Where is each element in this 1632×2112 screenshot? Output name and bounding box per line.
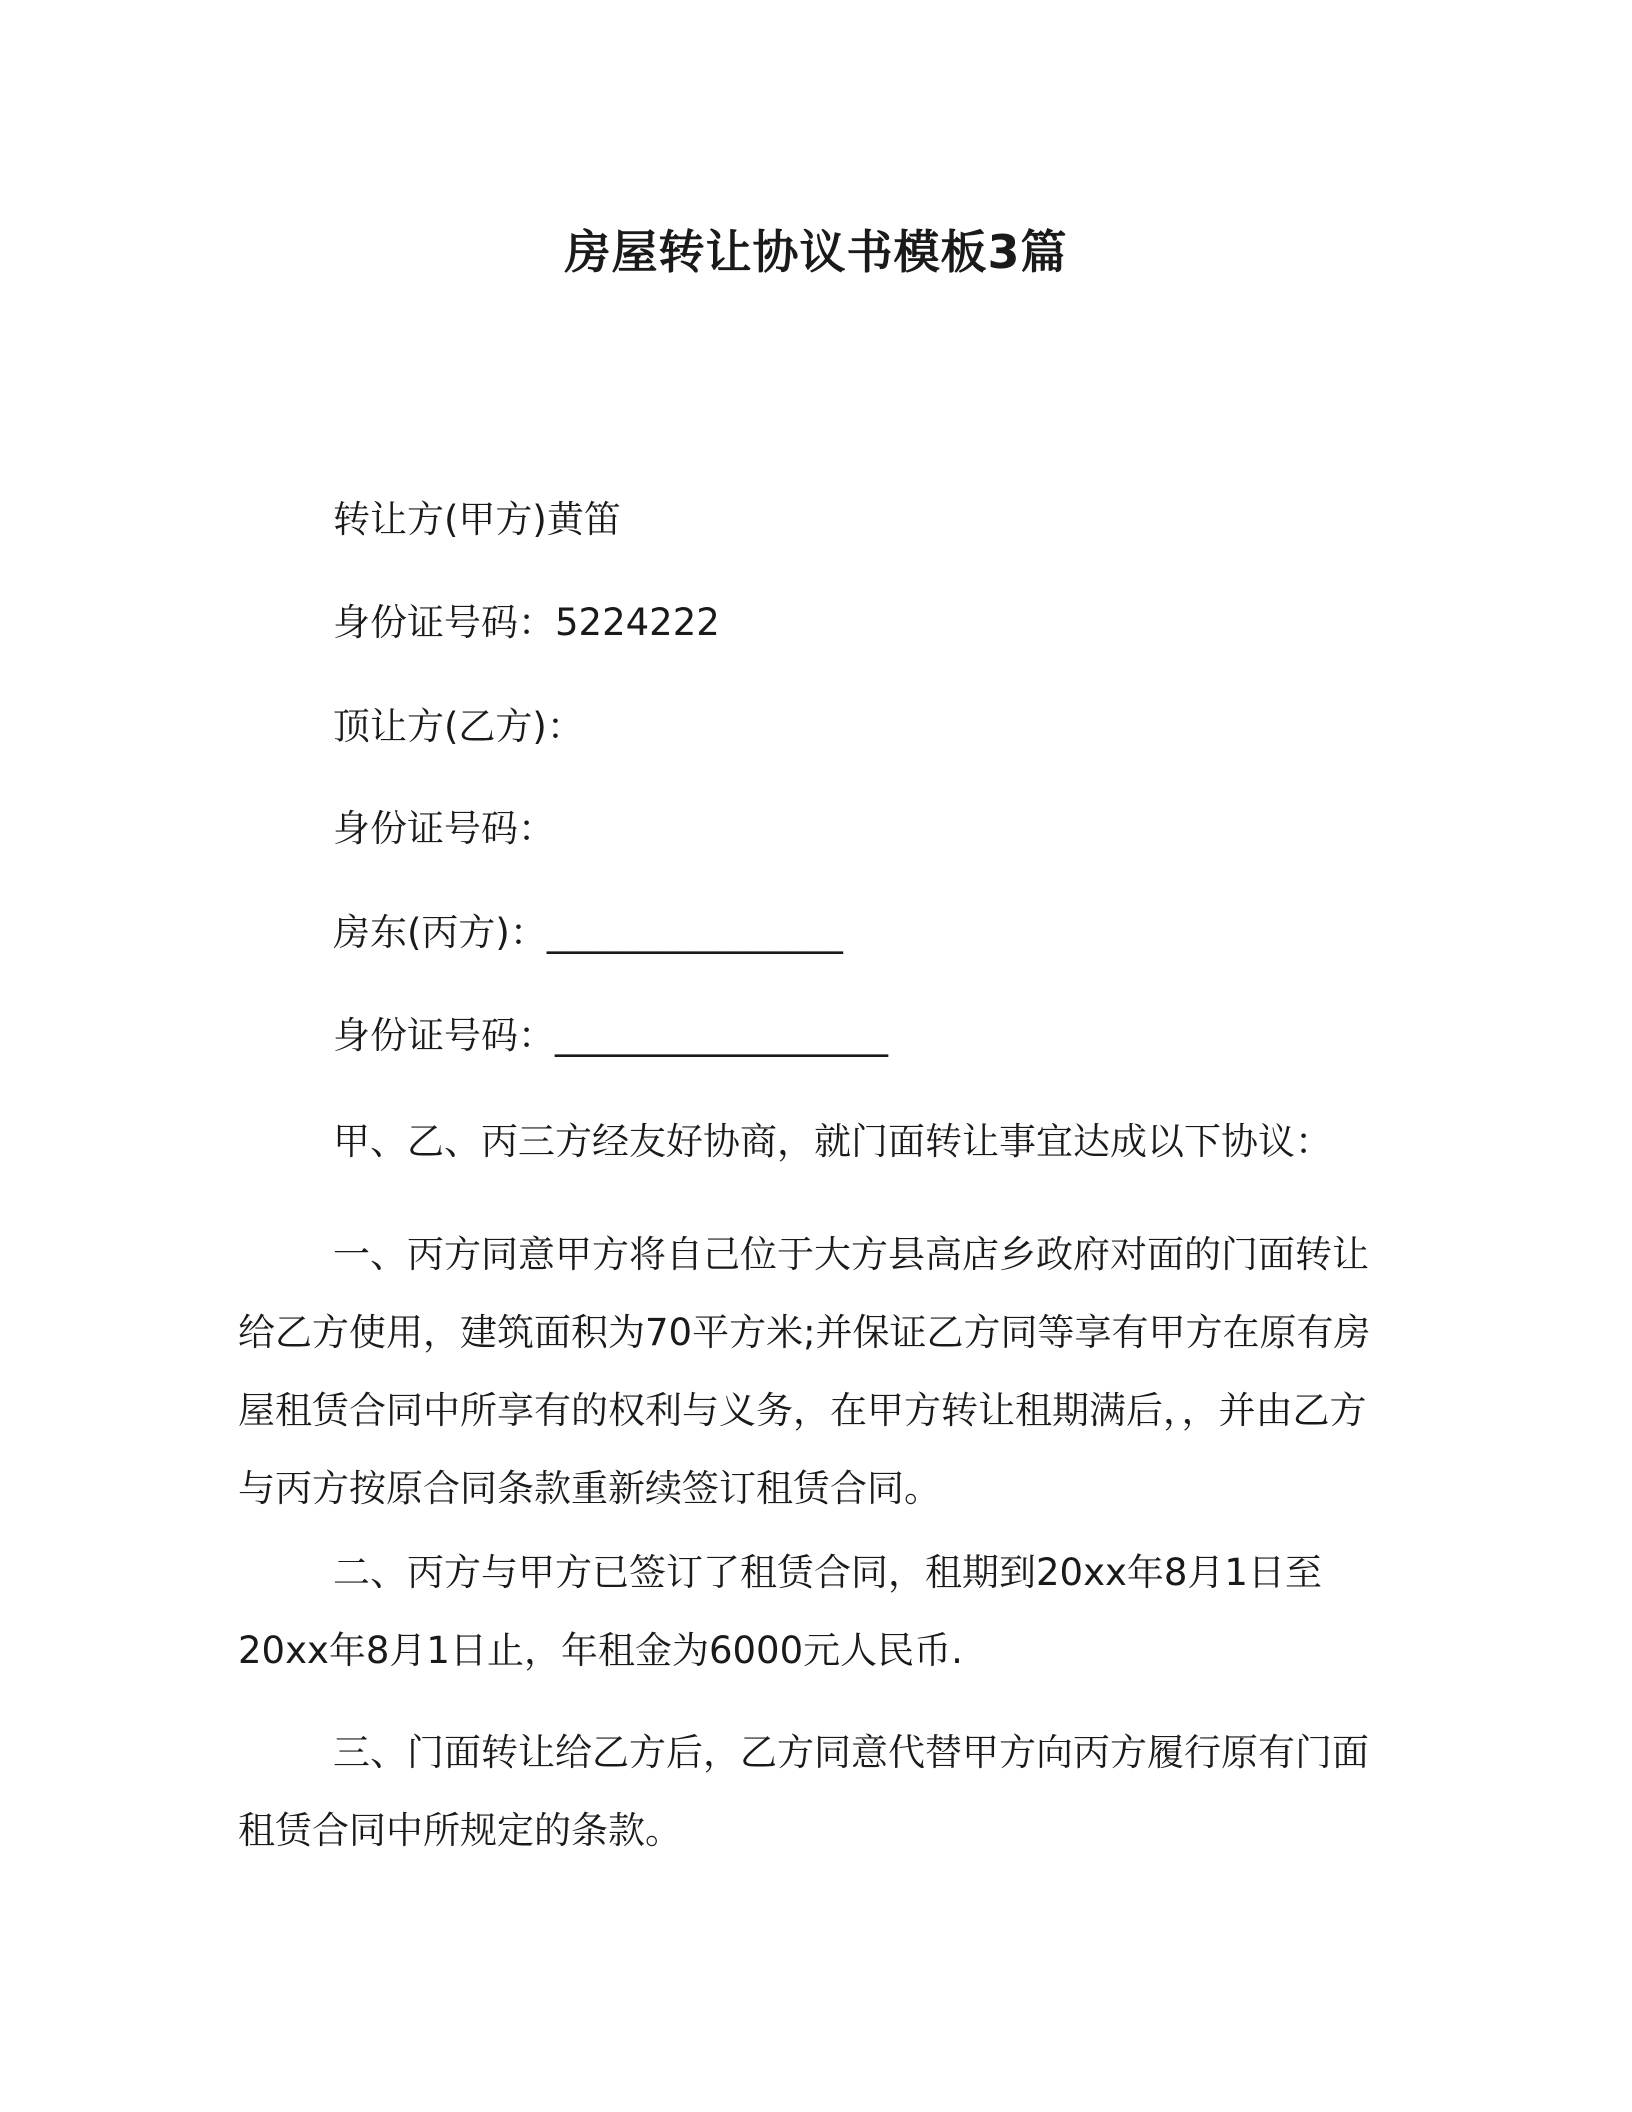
landlord-id-field: 身份证号码：__________________ (333, 1014, 888, 1057)
clause-one (238, 1216, 1380, 1528)
agreement-intro-text: 甲、乙、丙三方经友好协商，就门面转让事宜达成以下协议： (333, 1120, 1332, 1163)
transferor-field: 转让方(甲方)黄笛 (333, 498, 621, 541)
clause-three-text: 三、门面转让给乙方后，乙方同意代替甲方向丙方履行原有门面租赁合同中所规定的条款。 (238, 1731, 1369, 1852)
transferee-id-field: 身份证号码： (333, 807, 555, 850)
clause-two (238, 1534, 1380, 1690)
clause-three (238, 1714, 1380, 1870)
agreement-intro (238, 1103, 1380, 1181)
transferee-field: 顶让方(乙方)： (333, 705, 584, 748)
document-title: 房屋转让协议书模板3篇 (564, 225, 1068, 279)
transferor-id-field: 身份证号码：5224222 (333, 601, 720, 644)
clause-one-text: 一、丙方同意甲方将自己位于大方县高店乡政府对面的门面转让给乙方使用，建筑面积为70平方米;并保证乙方同等享有甲方在原有房屋租赁合同中所享有的权利与义务，在甲方转让租期满后，，并由乙方与丙方按原合同条款重新续签订租赁合同。 (238, 1233, 1371, 1510)
clause-two-text: 二、丙方与甲方已签订了租赁合同，租期到20xx年8月1日至20xx年8月1日止，年租金为6000元人民币. (238, 1551, 1322, 1672)
landlord-field: 房东(丙方)：________________ (333, 911, 843, 954)
